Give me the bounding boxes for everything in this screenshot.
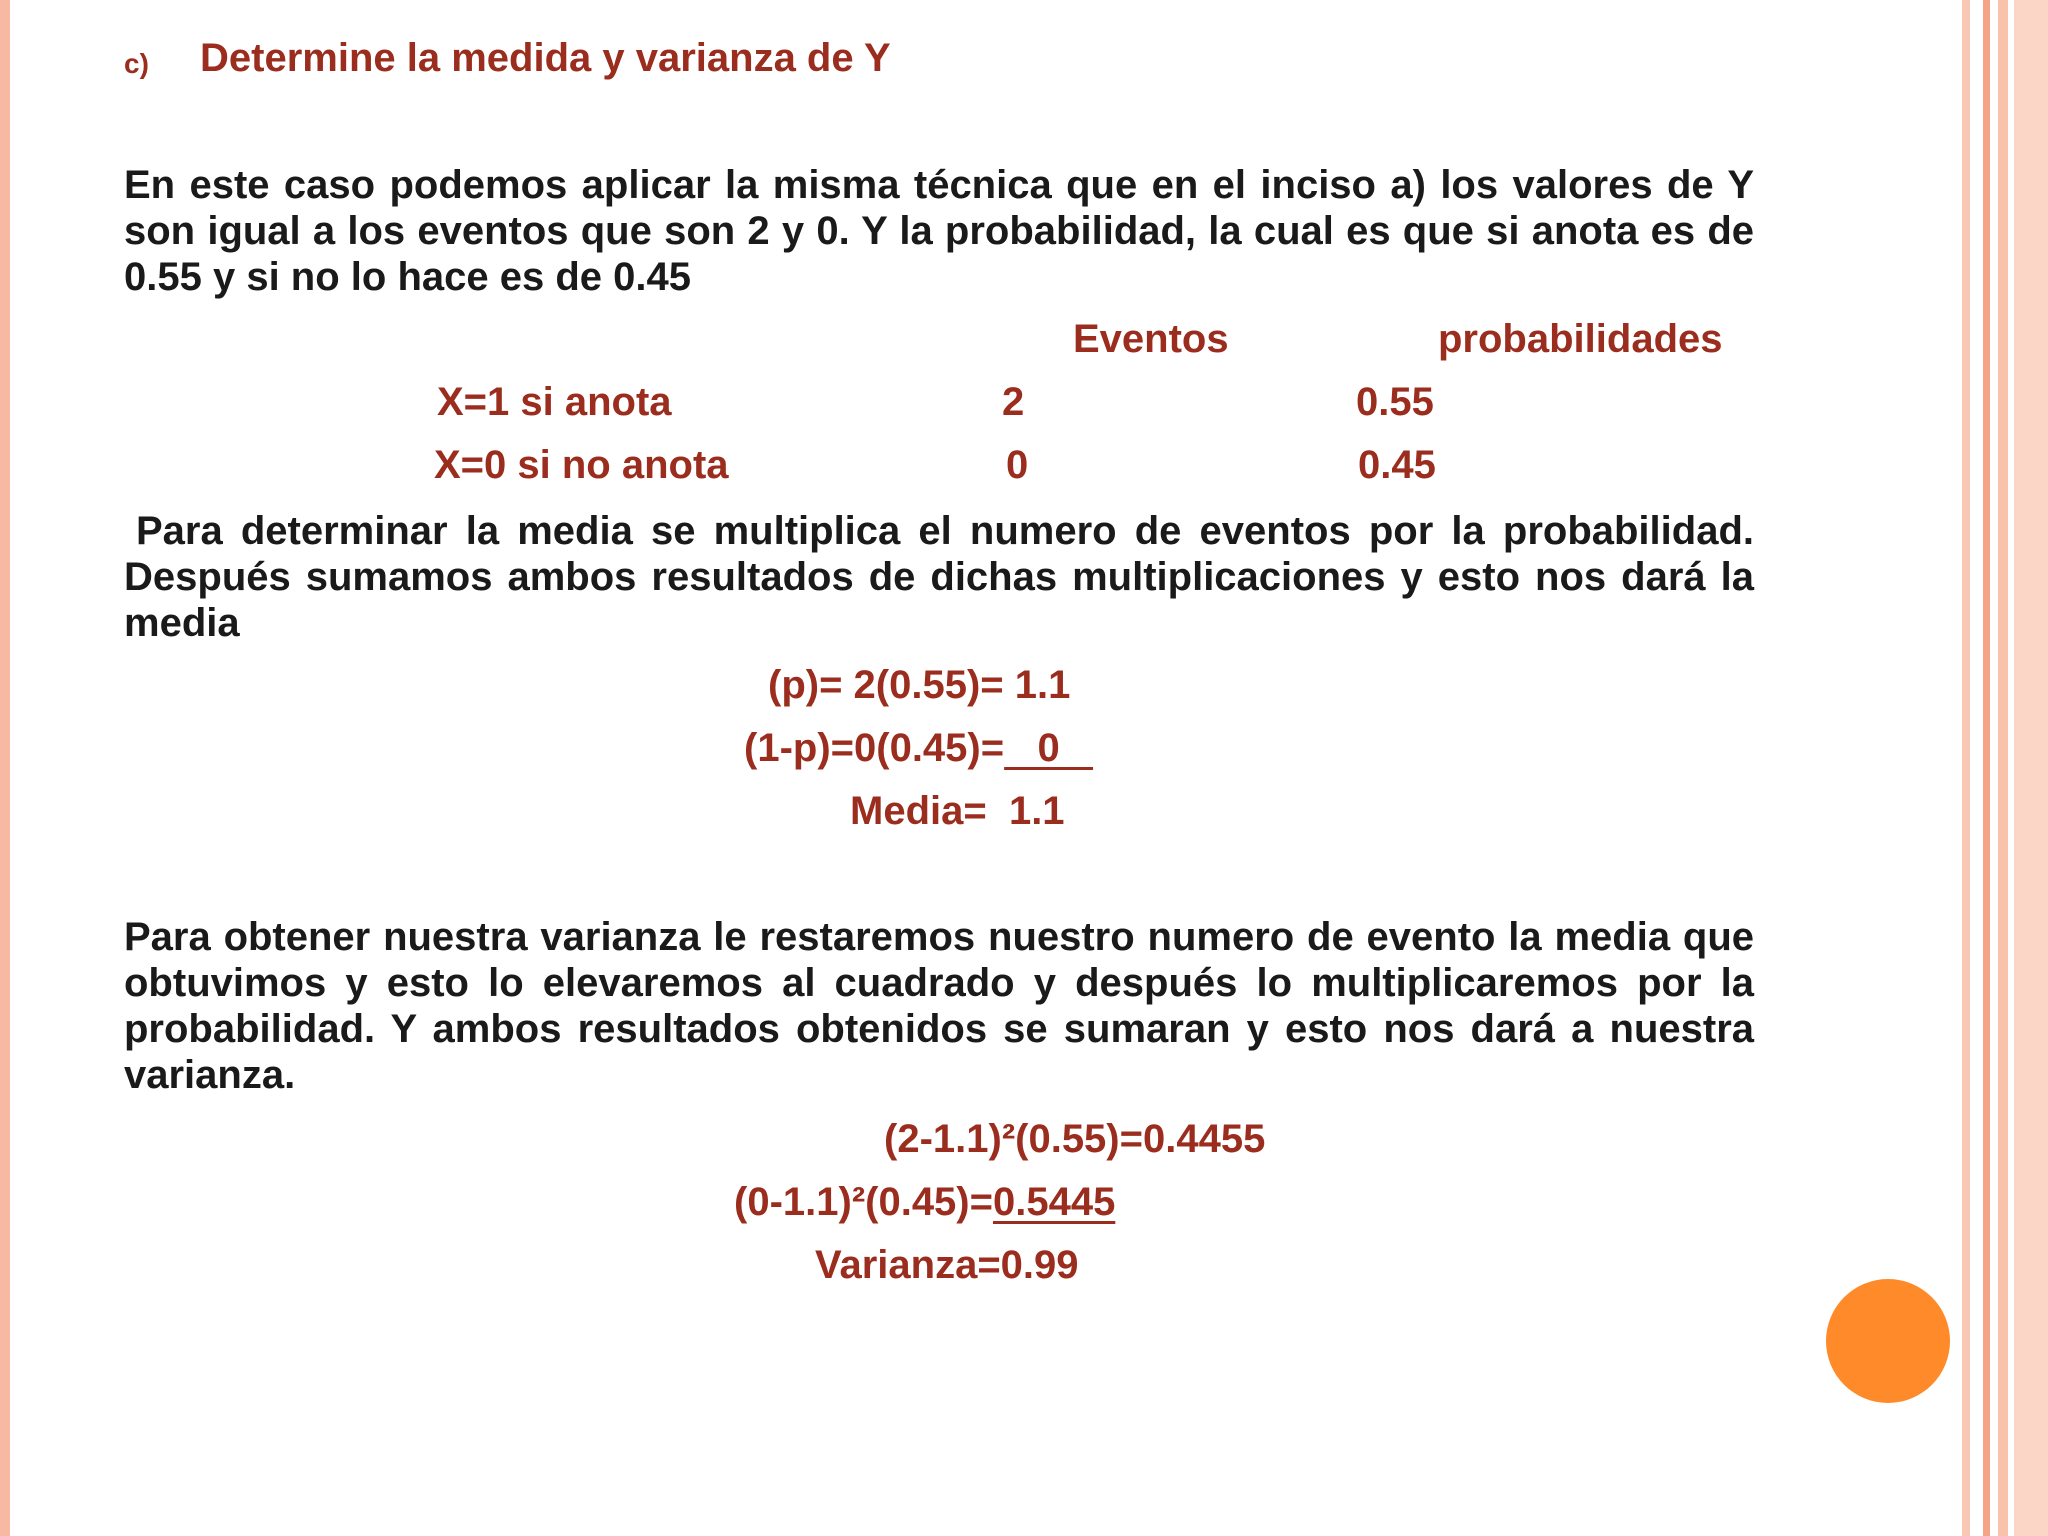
right-border-stripe	[1998, 0, 2008, 1536]
slide-title: Determine la medida y varianza de Y	[200, 36, 891, 80]
heading-bullet: c)	[124, 48, 149, 79]
intro-paragraph: En este caso podemos aplicar la misma técnica que en el inciso a) los valores de Y son igual a los eventos que son 2 y 0. Y la probabilidad, la cual es que si anota es de 0.55 y si no lo hace es de 0.45	[124, 163, 1754, 299]
mean-result: Media= 1.1	[850, 789, 1065, 833]
variance-result: Varianza=0.99	[815, 1243, 1079, 1287]
mean-calc-line-2	[744, 726, 1093, 771]
left-border-stripe	[0, 0, 10, 1536]
table-row-event: 0	[1006, 443, 1029, 487]
table-row-probability: 0.45	[1358, 443, 1436, 487]
right-border-stripe	[2014, 0, 2048, 1536]
mean-calc-line-1: (p)= 2(0.55)= 1.1	[768, 663, 1071, 707]
table-header-events: Eventos	[1073, 317, 1229, 361]
variance-calc-line-2-prefix: (0-1.1)²(0.45)=	[734, 1180, 993, 1224]
table-header-probabilities: probabilidades	[1438, 317, 1723, 361]
table-row-probability: 0.55	[1356, 380, 1434, 424]
right-border-stripe	[1983, 0, 1990, 1536]
mean-paragraph: Para determinar la media se multiplica el numero de eventos por la probabilidad. Después sumamos ambos resultados de dichas multiplicaciones y esto nos dará la media	[124, 509, 1754, 645]
mean-calc-line-2-prefix: (1-p)=0(0.45)=	[744, 726, 1005, 770]
mean-calc-line-2-result: 0	[1004, 726, 1094, 770]
variance-calc-line-1: (2-1.1)²(0.55)=0.4455	[884, 1117, 1266, 1161]
variance-paragraph: Para obtener nuestra varianza le restaremos nuestro numero de evento la media que obtuvimos y esto lo elevaremos al cuadrado y después lo multiplicaremos por la probabilidad. Y ambos resultados obtenidos se sumaran y esto nos dará a nuestra varianza.	[124, 915, 1754, 1097]
variance-calc-line-2	[734, 1180, 1115, 1225]
table-row-label: X=0 si no anota	[434, 443, 729, 487]
decorative-dot	[1826, 1279, 1950, 1403]
table-row-label: X=1 si anota	[437, 380, 672, 424]
right-border-stripe	[1962, 0, 1970, 1536]
variance-calc-line-2-result: 0.5445	[992, 1180, 1116, 1224]
table-row-event: 2	[1002, 380, 1025, 424]
